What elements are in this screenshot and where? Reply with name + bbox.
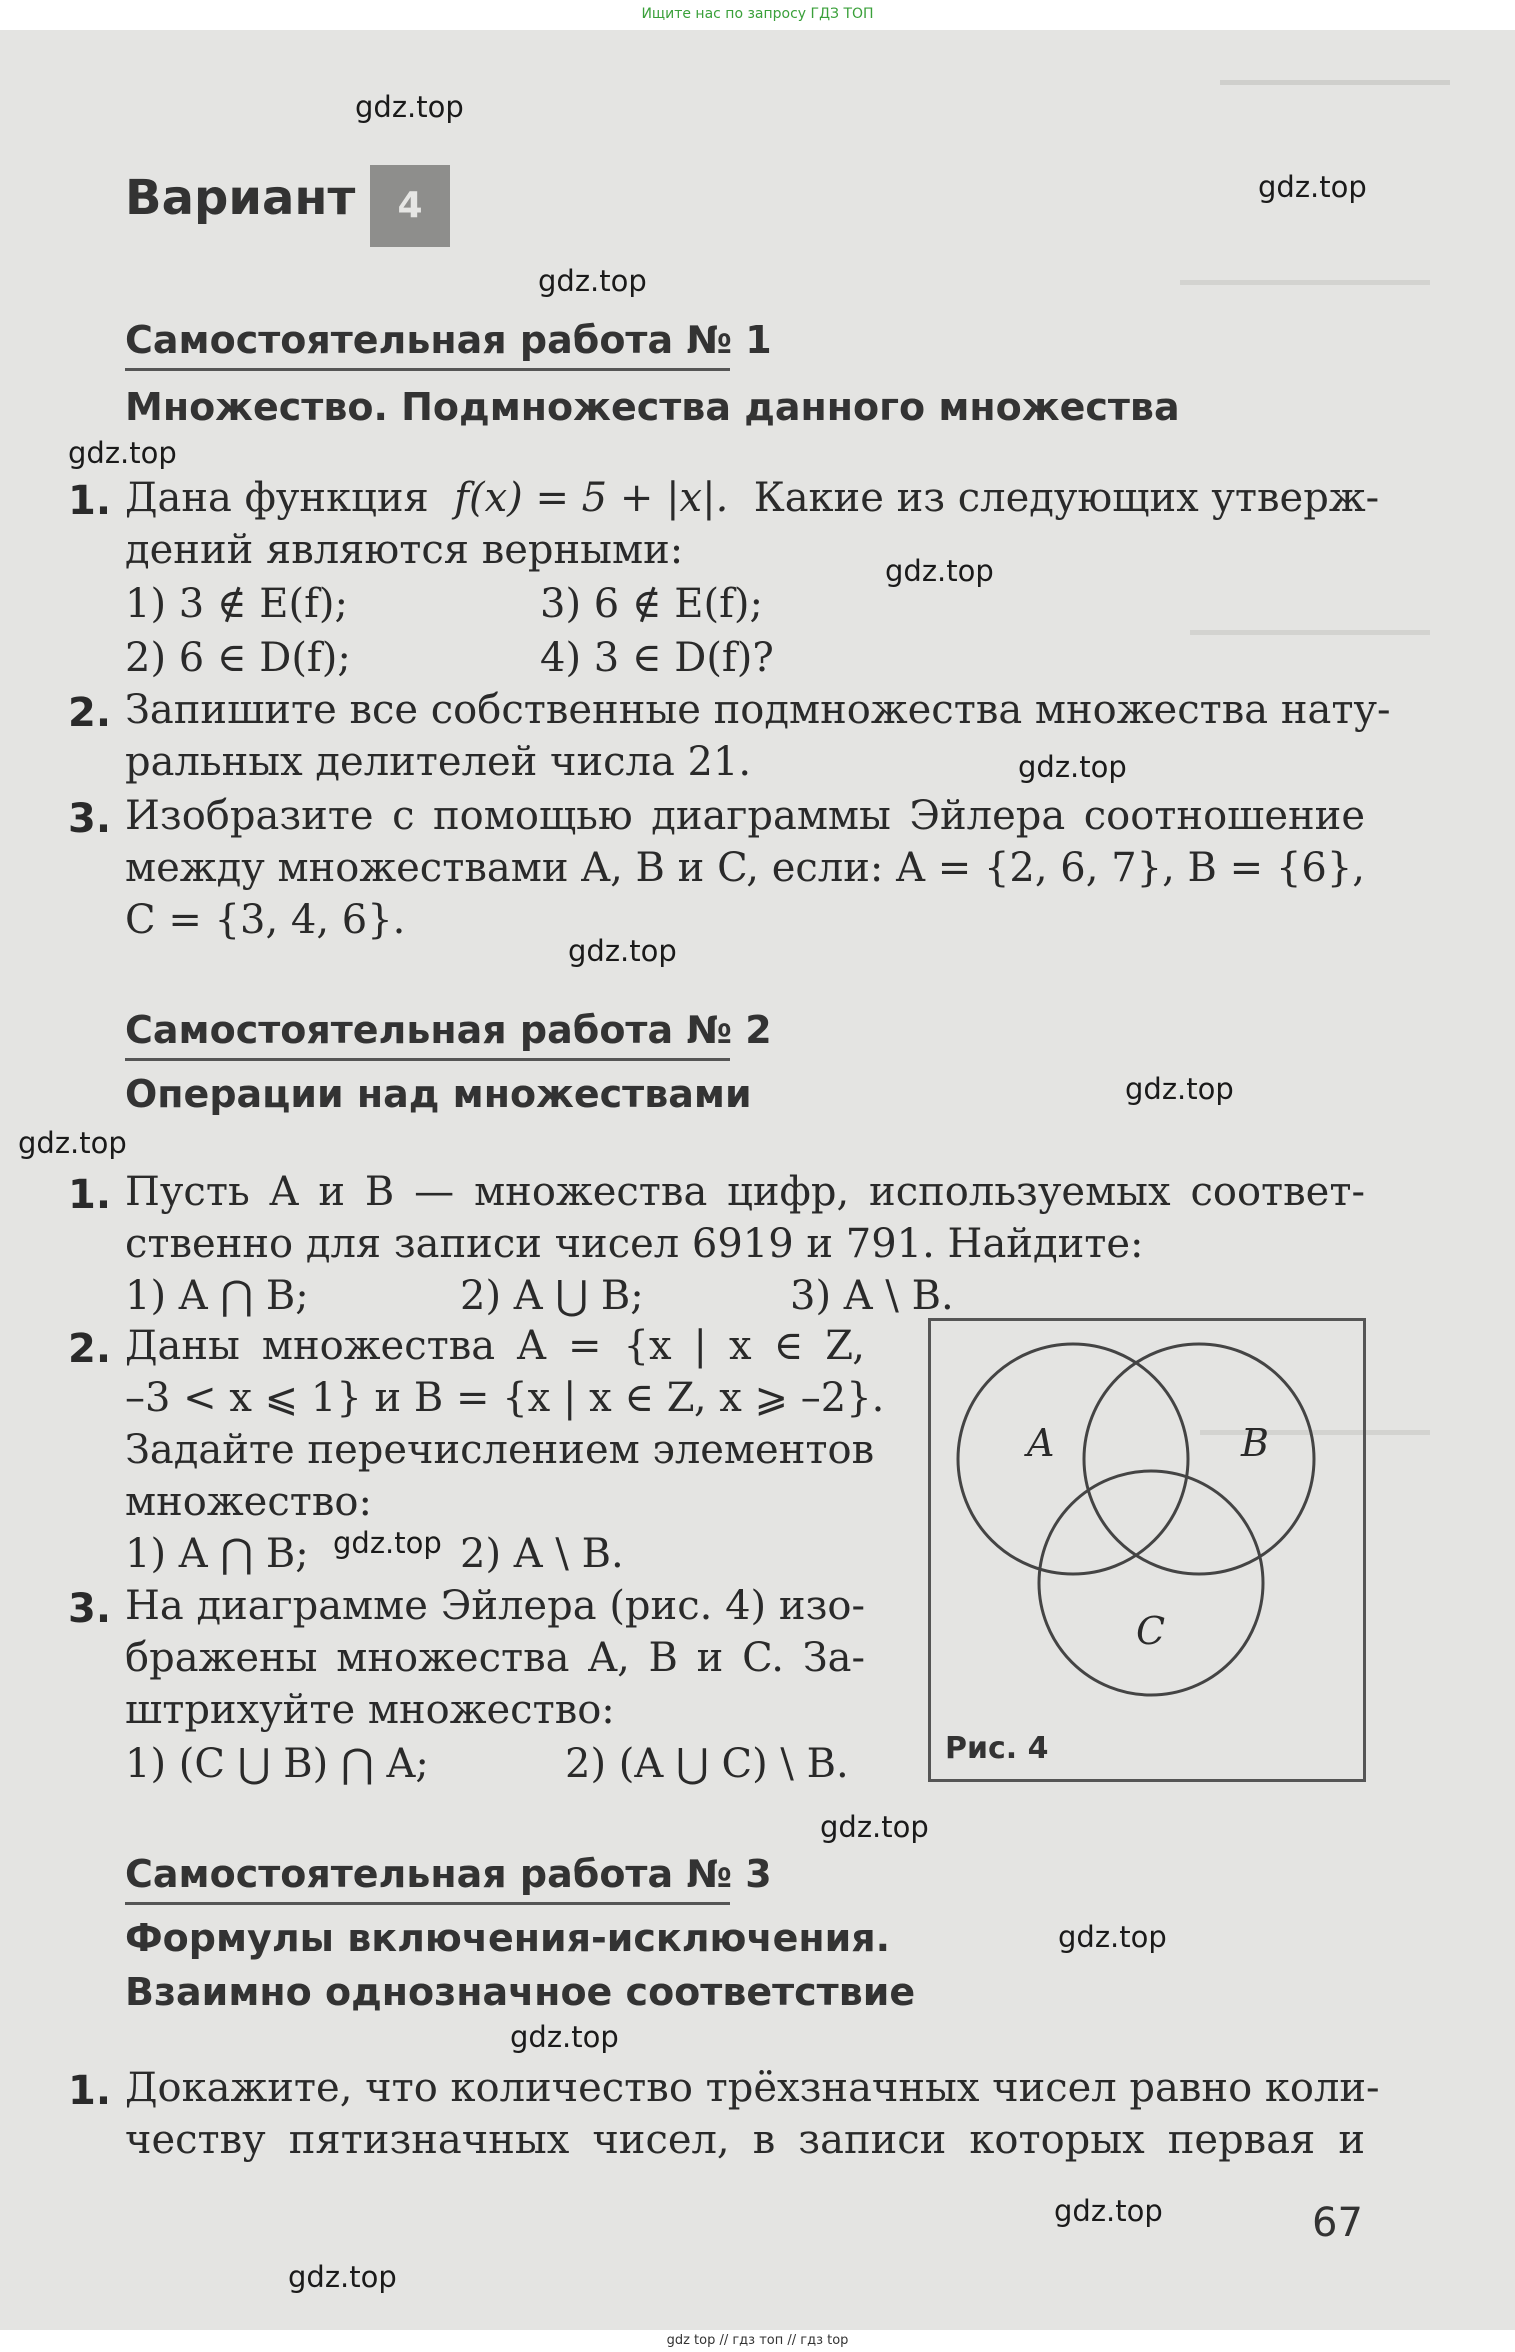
- watermark: gdz.top: [288, 2260, 397, 2294]
- set-c-label: C: [1136, 1609, 1166, 1653]
- watermark: gdz.top: [18, 1126, 127, 1160]
- section-title-2: Самостоятельная работа № 2: [125, 1008, 772, 1052]
- task-number: 3.: [68, 796, 112, 842]
- section-subtitle-3a: Формулы включения-исключения.: [125, 1916, 891, 1960]
- section-divider: [125, 1058, 730, 1061]
- variant-number: 4: [397, 185, 423, 226]
- task-option: 2) A ⋃ B;: [460, 1273, 644, 1319]
- set-b-label: B: [1241, 1421, 1269, 1465]
- task-option: 2) 6 ∈ D(f);: [125, 635, 351, 681]
- task-text: Дана функция f(x) = 5 + |x|. Какие из следующих утверж-: [125, 475, 1380, 521]
- section-title-3: Самостоятельная работа № 3: [125, 1852, 772, 1896]
- task-number: 3.: [68, 1586, 112, 1632]
- watermark: gdz.top: [68, 436, 177, 470]
- variant-number-badge: [370, 165, 450, 247]
- variant-label: Вариант: [125, 170, 356, 226]
- task-text: ственно для записи чисел 6919 и 791. Найдите:: [125, 1221, 1144, 1267]
- task-option: 1) (C ⋃ B) ⋂ A;: [125, 1741, 429, 1787]
- euler-diagram-figure: [928, 1318, 1366, 1782]
- bleed-through-mark: [1190, 630, 1430, 635]
- task-option: 1) A ⋂ B;: [125, 1531, 309, 1577]
- watermark: gdz.top: [538, 264, 647, 298]
- task-text: между множествами A, B и C, если: A = {2, 6, 7}, B = {6},: [125, 845, 1366, 891]
- watermark: gdz.top: [568, 934, 677, 968]
- top-banner[interactable]: Ищите нас по запросу ГДЗ ТОП: [641, 6, 874, 22]
- set-a-label: A: [1027, 1421, 1055, 1465]
- section-subtitle-3b: Взаимно однозначное соответствие: [125, 1970, 916, 2014]
- bottom-banner[interactable]: gdz top // гдз топ // гдз top: [666, 2333, 849, 2348]
- task-text: Запишите все собственные подмножества множества нату-: [125, 687, 1391, 733]
- task-text: Даны множества A = {x | x ∈ Z,: [125, 1323, 865, 1369]
- task-text: Докажите, что количество трёхзначных чисел равно коли-: [125, 2065, 1380, 2111]
- watermark: gdz.top: [820, 1810, 929, 1844]
- task-text: штрихуйте множество:: [125, 1687, 615, 1733]
- task-text: На диаграмме Эйлера (рис. 4) изо-: [125, 1583, 865, 1629]
- task-text: –3 < x ⩽ 1} и B = {x | x ∈ Z, x ⩾ –2}.: [125, 1375, 885, 1421]
- watermark: gdz.top: [355, 90, 464, 124]
- task-option: 4) 3 ∈ D(f)?: [540, 635, 774, 681]
- task-option: 1) 3 ∉ E(f);: [125, 581, 348, 627]
- task-text: бражены множества A, B и C. За-: [125, 1635, 865, 1681]
- task-text: ральных делителей числа 21.: [125, 739, 752, 785]
- section-divider: [125, 368, 730, 371]
- task-option: 3) 6 ∉ E(f);: [540, 581, 763, 627]
- task-text: Изобразите с помощью диаграммы Эйлера соотношение: [125, 793, 1365, 839]
- section-divider: [125, 1902, 730, 1905]
- watermark: gdz.top: [1054, 2194, 1163, 2228]
- bleed-through-mark: [1180, 280, 1430, 285]
- section-subtitle-1: Множество. Подмножества данного множества: [125, 385, 1180, 429]
- page-number: 67: [1312, 2200, 1363, 2246]
- watermark: gdz.top: [1258, 170, 1367, 204]
- task-number: 1.: [68, 2068, 112, 2114]
- section-title-1: Самостоятельная работа № 1: [125, 318, 772, 362]
- bleed-through-mark: [1220, 80, 1450, 85]
- task-option: 3) A \ B.: [790, 1273, 954, 1319]
- task-text: дений являются верными:: [125, 527, 684, 573]
- section-subtitle-2: Операции над множествами: [125, 1072, 752, 1116]
- task-text: Пусть A и B — множества цифр, используемых соответ-: [125, 1169, 1365, 1215]
- set-a-circle: [958, 1344, 1188, 1574]
- watermark: gdz.top: [510, 2020, 619, 2054]
- watermark: gdz.top: [1125, 1072, 1234, 1106]
- watermark: gdz.top: [1058, 1920, 1167, 1954]
- task-option: 2) (A ⋃ C) \ B.: [565, 1741, 849, 1787]
- task-text: C = {3, 4, 6}.: [125, 897, 406, 943]
- task-number: 1.: [68, 1172, 112, 1218]
- task-number: 2.: [68, 1326, 112, 1372]
- watermark: gdz.top: [333, 1526, 442, 1560]
- task-option: 1) A ⋂ B;: [125, 1273, 309, 1319]
- task-text: честву пятизначных чисел, в записи которых первая и: [125, 2117, 1365, 2163]
- figure-caption: Рис. 4: [945, 1731, 1049, 1766]
- task-text: множество:: [125, 1479, 372, 1525]
- set-c-circle: [1039, 1471, 1263, 1695]
- formula: f(x) = 5 + |x|.: [454, 475, 729, 521]
- euler-diagram: [931, 1321, 1363, 1779]
- watermark: gdz.top: [1018, 750, 1127, 784]
- task-number: 1.: [68, 478, 112, 524]
- set-b-circle: [1084, 1344, 1314, 1574]
- task-number: 2.: [68, 690, 112, 736]
- task-option: 2) A \ B.: [460, 1531, 624, 1577]
- watermark: gdz.top: [885, 554, 994, 588]
- task-text: Задайте перечислением элементов: [125, 1427, 875, 1473]
